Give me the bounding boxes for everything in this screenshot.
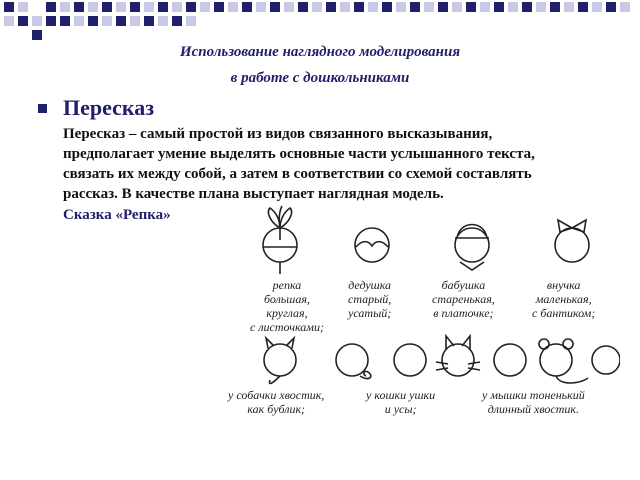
caption-mouse xyxy=(482,388,585,416)
caption-granddaughter xyxy=(532,278,595,320)
turnip-icon xyxy=(263,206,297,274)
caption-line: и усы; xyxy=(384,402,417,416)
caption-line: у мышки тоненький xyxy=(482,388,585,402)
caption-line: старенькая, xyxy=(432,292,495,306)
section-heading: Пересказ xyxy=(63,95,155,120)
caption-line: круглая, xyxy=(266,306,308,320)
section-paragraph xyxy=(63,124,583,204)
square-bullet-icon xyxy=(38,104,47,113)
caption-line: у кошки ушки xyxy=(366,388,436,402)
page-title-line2: в работе с дошкольниками xyxy=(230,70,410,86)
caption-line: усатый; xyxy=(348,306,392,320)
grandma-icon xyxy=(455,225,489,271)
caption-line: с листочками; xyxy=(250,320,324,334)
caption-turnip xyxy=(250,278,324,334)
caption-line: репка xyxy=(272,278,302,292)
caption-line: длинный хвостик. xyxy=(487,402,580,416)
caption-line: дедушка xyxy=(348,278,392,292)
caption-line: большая, xyxy=(264,292,310,306)
paragraph-line: Пересказ – самый простой из видов связанного высказывания, xyxy=(63,126,493,142)
dog-icon xyxy=(264,338,371,383)
paragraph-line: предполагает умение выделять основные части услышанного текста, xyxy=(63,146,535,162)
caption-line: у собачки хвостик, xyxy=(228,388,325,402)
page-title-line1: Использование наглядного моделирования xyxy=(179,44,461,60)
scheme-illustration xyxy=(210,200,620,440)
caption-dog xyxy=(228,388,324,416)
fairy-tale-title: Сказка «Репка» xyxy=(63,207,171,223)
paragraph-line: связать их между собой, а затем в соответствии со схемой составлять xyxy=(63,166,532,182)
caption-grandpa xyxy=(348,278,391,320)
section-heading-row xyxy=(38,95,154,121)
granddaughter-icon xyxy=(555,220,589,262)
mouse-icon xyxy=(494,339,620,383)
caption-line: старый, xyxy=(348,292,392,306)
caption-line: в платочке; xyxy=(433,306,494,320)
paragraph-line: рассказ. В качестве плана выступает наглядная модель. xyxy=(63,186,444,202)
decorative-squares xyxy=(0,0,640,40)
cat-icon xyxy=(394,336,480,376)
grandpa-icon xyxy=(355,228,389,262)
caption-line: маленькая, xyxy=(535,292,592,306)
caption-line: бабушка xyxy=(441,278,486,292)
caption-cat xyxy=(366,388,435,416)
caption-line: как бублик; xyxy=(247,402,306,416)
caption-line: внучка xyxy=(546,278,581,292)
caption-grandma xyxy=(432,278,495,320)
caption-line: с бантиком; xyxy=(532,306,596,320)
